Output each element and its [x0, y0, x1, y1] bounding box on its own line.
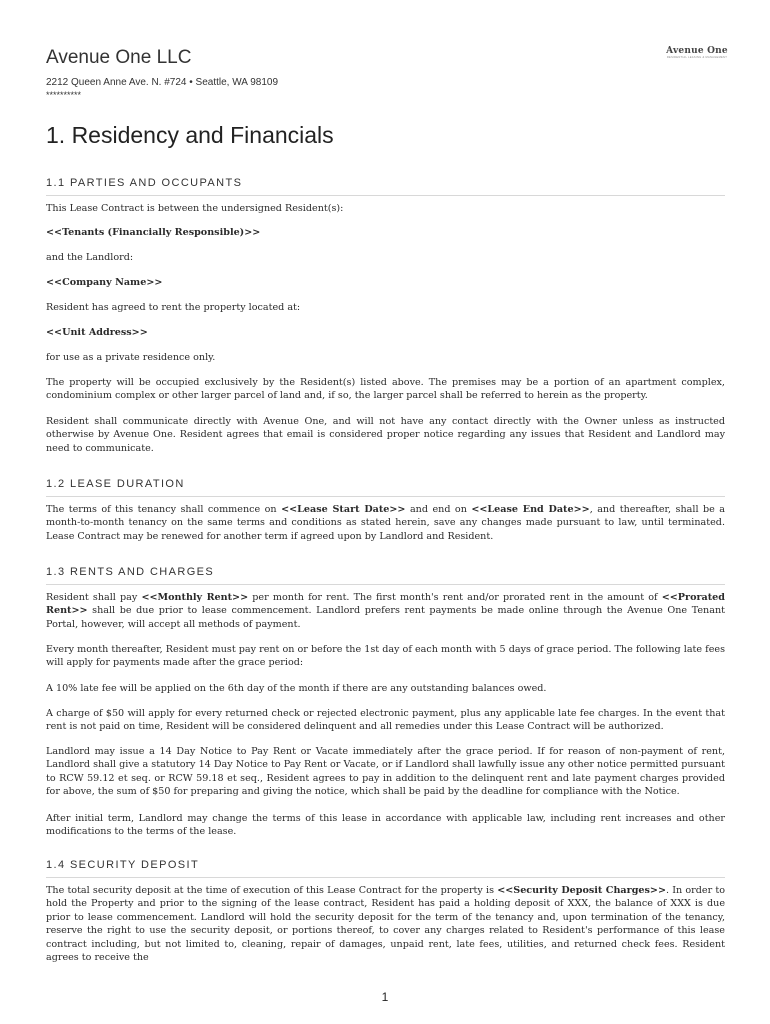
residence-use: for use as a private residence only. [46, 352, 216, 363]
late-fee-paragraph: A 10% late fee will be applied on the 6th day of the month if there are any outstanding balances owed. [46, 683, 547, 694]
duration-paragraph: The terms of this tenancy shall commence on <<Lease Start Date>> and end on <<Lease End Date>>, and thereafter, shall be a month-to-month tenancy on the same terms and conditions as stated herein, save any changes made pursuant to law, until terminated. Lease Contract may be renewed for another term if agreed upon by Landlord and Resident. [46, 504, 725, 542]
section-heading-duration: 1.2 LEASE DURATION [46, 478, 185, 490]
returned-check-paragraph: A charge of $50 will apply for every returned check or rejected electronic payment, plus any applicable late fee charges. In the event that rent is not paid on time, Resident will be considered delinquent and all remedies under this Lease Contract will be authorized. [46, 708, 725, 733]
section-heading-rents: 1.3 RENTS AND CHARGES [46, 566, 215, 578]
unit-address-placeholder: <<Unit Address>> [46, 327, 148, 338]
page-number: 1 [381, 990, 389, 1004]
company-address: 2212 Queen Anne Ave. N. #724 • Seattle, WA 98109 [46, 77, 279, 88]
company-logo [666, 46, 728, 59]
tenants-placeholder: <<Tenants (Financially Responsible)>> [46, 227, 261, 238]
notice-paragraph: Landlord may issue a 14 Day Notice to Pay Rent or Vacate immediately after the grace period. If for reason of non-payment of rent, Landlord shall give a statutory 14 Day Notice to Pay Rent or Vacate, or if Landlord shall lawfully issue any other notice permitted pursuant to RCW 59.12 et seq. or RCW 59.18 et seq., Resident agrees to pay in addition to the delinquent rent and late payment charges provided for above, the sum of $50 for preparing and giving the notice, which shall be paid by the deadline for compliance with the Notice. [46, 746, 725, 798]
grace-period-paragraph: Every month thereafter, Resident must pay rent on or before the 1st day of each month with 5 days of grace period. The following late fees will apply for payments made after the grace period: [46, 644, 725, 669]
communication-paragraph: Resident shall communicate directly with Avenue One, and will not have any contact directly with the Owner unless as instructed otherwise by Avenue One. Resident agrees that email is considered proper notice regarding any issues that Resident and Landlord may need to communicate. [46, 416, 725, 454]
section-divider [46, 584, 725, 585]
section-divider [46, 195, 725, 196]
section-divider [46, 496, 725, 497]
rent-payment-paragraph: Resident shall pay <<Monthly Rent>> per month for rent. The first month's rent and/or prorated rent in the amount of <<Prorated Rent>> shall be due prior to lease commencement. Landlord prefers rent payments be made online through the Avenue One Tenant Portal, however, will accept all methods of payment. [46, 592, 725, 630]
section-divider [46, 877, 725, 878]
landlord-intro: and the Landlord: [46, 252, 134, 263]
parties-intro: This Lease Contract is between the undersigned Resident(s): [46, 203, 344, 214]
logo-tagline: RESIDENTIAL LEASING & MANAGEMENT [666, 56, 728, 59]
company-name: Avenue One LLC [46, 47, 192, 68]
property-intro: Resident has agreed to rent the property located at: [46, 302, 301, 313]
occupancy-paragraph: The property will be occupied exclusively by the Resident(s) listed above. The premises may be a portion of an apartment complex, condominium complex or other larger parcel of land and, if so, the larger parcel shall be referred to herein as the property. [46, 377, 725, 402]
logo-text: Avenue One [666, 46, 728, 56]
section-heading-parties: 1.1 PARTIES AND OCCUPANTS [46, 177, 243, 189]
term-change-paragraph: After initial term, Landlord may change the terms of this lease in accordance with applicable law, including rent increases and other modifications to the terms of the lease. [46, 813, 725, 838]
company-placeholder: <<Company Name>> [46, 277, 163, 288]
security-deposit-paragraph: The total security deposit at the time of execution of this Lease Contract for the property is <<Security Deposit Charges>>. In order to hold the Property and prior to the signing of the lease contract, Resident has paid a holding deposit of XXX, the balance of XXX is due prior to lease commencement. Landlord will hold the security deposit for the term of the tenancy and, upon termination of the tenancy, reserve the right to use the security deposit, or portions thereof, to cover any charges related to Resident's performance of this lease contract including, but not limited to, cleaning, repair of damages, unpaid rent, late fees, utilities, and returned check fees. Resident agrees to receive the [46, 885, 725, 964]
redacted-line: ********** [46, 90, 82, 100]
section-heading-deposit: 1.4 SECURITY DEPOSIT [46, 859, 200, 871]
page-title: 1. Residency and Financials [46, 122, 334, 148]
